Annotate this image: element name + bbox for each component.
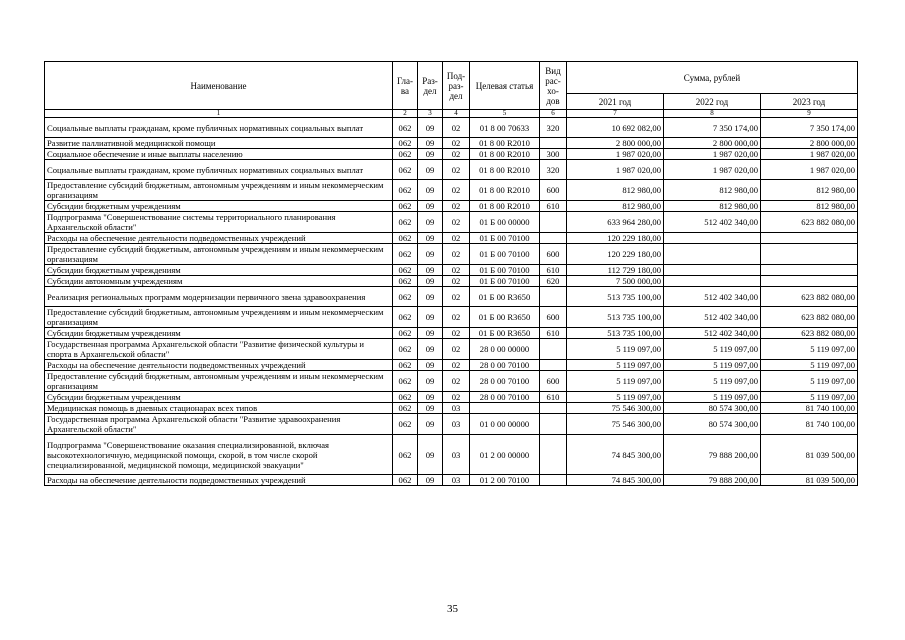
row-name: Социальные выплаты гражданам, кроме публичных нормативных социальных выплат <box>45 118 393 138</box>
row-glava: 062 <box>393 149 418 160</box>
row-sum-2022 <box>664 233 761 244</box>
row-sum-2021: 2 800 000,00 <box>567 138 664 149</box>
row-sum-2023: 5 119 097,00 <box>761 392 858 403</box>
row-glava: 062 <box>393 287 418 307</box>
row-sum-2023: 81 740 100,00 <box>761 403 858 414</box>
row-sum-2023 <box>761 244 858 265</box>
row-razdel: 09 <box>418 118 443 138</box>
row-podrazdel: 02 <box>443 180 470 201</box>
table-row <box>45 276 858 287</box>
row-podrazdel: 02 <box>443 138 470 149</box>
header-target: Целевая статья <box>470 62 540 110</box>
col-number: 6 <box>540 110 567 118</box>
row-sum-2022 <box>664 244 761 265</box>
row-name: Расходы на обеспечение деятельности подведомственных учреждений <box>45 475 393 486</box>
row-sum-2023: 81 039 500,00 <box>761 475 858 486</box>
row-sum-2021: 1 987 020,00 <box>567 160 664 180</box>
row-sum-2022: 1 987 020,00 <box>664 149 761 160</box>
row-razdel: 09 <box>418 392 443 403</box>
row-glava: 062 <box>393 138 418 149</box>
row-razdel: 09 <box>418 339 443 360</box>
row-razdel: 09 <box>418 287 443 307</box>
row-razdel: 09 <box>418 233 443 244</box>
col-number: 3 <box>418 110 443 118</box>
row-name: Субсидии бюджетным учреждениям <box>45 201 393 212</box>
row-sum-2021: 75 546 300,00 <box>567 403 664 414</box>
row-sum-2021: 5 119 097,00 <box>567 360 664 371</box>
col-number: 7 <box>567 110 664 118</box>
row-vid: 600 <box>540 307 567 328</box>
row-podrazdel: 02 <box>443 392 470 403</box>
row-target: 28 0 00 00000 <box>470 339 540 360</box>
row-razdel: 09 <box>418 371 443 392</box>
row-glava: 062 <box>393 475 418 486</box>
row-podrazdel: 03 <box>443 435 470 475</box>
row-sum-2023: 623 882 080,00 <box>761 287 858 307</box>
table-row <box>45 403 858 414</box>
row-sum-2023: 7 350 174,00 <box>761 118 858 138</box>
row-name: Субсидии бюджетным учреждениям <box>45 328 393 339</box>
row-razdel: 09 <box>418 160 443 180</box>
row-glava: 062 <box>393 180 418 201</box>
row-razdel: 09 <box>418 201 443 212</box>
row-razdel: 09 <box>418 212 443 233</box>
header-vid: Вид рас-хо-дов <box>540 62 567 110</box>
table-row <box>45 244 858 265</box>
row-sum-2022: 79 888 200,00 <box>664 435 761 475</box>
col-number: 4 <box>443 110 470 118</box>
row-target: 01 2 00 00000 <box>470 435 540 475</box>
row-glava: 062 <box>393 160 418 180</box>
table-row <box>45 392 858 403</box>
row-razdel: 09 <box>418 435 443 475</box>
row-sum-2021: 513 735 100,00 <box>567 287 664 307</box>
row-target: 01 Б 00 R3650 <box>470 307 540 328</box>
row-vid <box>540 138 567 149</box>
row-vid: 320 <box>540 160 567 180</box>
row-glava: 062 <box>393 328 418 339</box>
row-podrazdel: 03 <box>443 475 470 486</box>
row-razdel: 09 <box>418 328 443 339</box>
row-sum-2023: 5 119 097,00 <box>761 339 858 360</box>
row-sum-2023 <box>761 276 858 287</box>
row-sum-2021: 5 119 097,00 <box>567 392 664 403</box>
row-vid: 300 <box>540 149 567 160</box>
row-sum-2023: 1 987 020,00 <box>761 160 858 180</box>
row-glava: 062 <box>393 265 418 276</box>
header-year-2023: 2023 год <box>761 94 858 110</box>
row-sum-2022: 512 402 340,00 <box>664 287 761 307</box>
row-razdel: 09 <box>418 414 443 435</box>
row-sum-2022: 80 574 300,00 <box>664 414 761 435</box>
row-vid <box>540 475 567 486</box>
row-vid: 600 <box>540 371 567 392</box>
row-sum-2022 <box>664 276 761 287</box>
row-name: Предоставление субсидий бюджетным, автономным учреждениям и иным некоммерческим организациям <box>45 371 393 392</box>
row-glava: 062 <box>393 435 418 475</box>
row-vid: 610 <box>540 328 567 339</box>
row-glava: 062 <box>393 307 418 328</box>
row-name: Подпрограмма "Совершенствование оказания специализированной, включая высокотехнологичную, медицинской помощи, скорой, в том числе скорой специализированной, медицинской помощи, медицинской эвакуации" <box>45 435 393 475</box>
table-row <box>45 180 858 201</box>
row-name: Медицинская помощь в дневных стационарах всех типов <box>45 403 393 414</box>
row-vid: 600 <box>540 180 567 201</box>
row-podrazdel: 02 <box>443 118 470 138</box>
row-glava: 062 <box>393 276 418 287</box>
row-sum-2023: 623 882 080,00 <box>761 212 858 233</box>
row-name: Социальное обеспечение и иные выплаты населению <box>45 149 393 160</box>
header-year-2021: 2021 год <box>567 94 664 110</box>
table-row <box>45 287 858 307</box>
row-name: Подпрограмма "Совершенствование системы территориального планирования Архангельской области" <box>45 212 393 233</box>
row-podrazdel: 02 <box>443 307 470 328</box>
col-number: 5 <box>470 110 540 118</box>
row-sum-2021: 75 546 300,00 <box>567 414 664 435</box>
row-podrazdel: 02 <box>443 160 470 180</box>
row-name: Субсидии бюджетным учреждениям <box>45 392 393 403</box>
row-razdel: 09 <box>418 307 443 328</box>
row-sum-2022: 812 980,00 <box>664 201 761 212</box>
row-razdel: 09 <box>418 180 443 201</box>
table-row <box>45 233 858 244</box>
row-sum-2022: 512 402 340,00 <box>664 328 761 339</box>
col-number: 9 <box>761 110 858 118</box>
row-razdel: 09 <box>418 138 443 149</box>
row-podrazdel: 02 <box>443 328 470 339</box>
row-podrazdel: 02 <box>443 371 470 392</box>
row-target: 01 8 00 R2010 <box>470 201 540 212</box>
row-glava: 062 <box>393 414 418 435</box>
row-target: 01 Б 00 00000 <box>470 212 540 233</box>
row-name: Реализация региональных программ модернизации первичного звена здравоохранения <box>45 287 393 307</box>
row-sum-2022: 5 119 097,00 <box>664 339 761 360</box>
row-target: 01 8 00 R2010 <box>470 180 540 201</box>
row-target: 28 0 00 70100 <box>470 360 540 371</box>
row-sum-2021: 812 980,00 <box>567 180 664 201</box>
row-vid <box>540 414 567 435</box>
row-target: 01 Б 00 R3650 <box>470 328 540 339</box>
row-sum-2023: 812 980,00 <box>761 180 858 201</box>
row-sum-2021: 513 735 100,00 <box>567 328 664 339</box>
row-razdel: 09 <box>418 276 443 287</box>
row-target: 01 Б 00 70100 <box>470 233 540 244</box>
row-sum-2021: 5 119 097,00 <box>567 371 664 392</box>
row-sum-2023 <box>761 265 858 276</box>
row-target: 01 0 00 00000 <box>470 414 540 435</box>
row-razdel: 09 <box>418 265 443 276</box>
row-name: Субсидии автономным учреждениям <box>45 276 393 287</box>
row-vid <box>540 403 567 414</box>
row-sum-2021: 120 229 180,00 <box>567 233 664 244</box>
row-target: 28 0 00 70100 <box>470 371 540 392</box>
row-target: 01 8 00 R2010 <box>470 160 540 180</box>
col-number: 1 <box>45 110 393 118</box>
row-glava: 062 <box>393 360 418 371</box>
table-row <box>45 328 858 339</box>
header-glava: Гла-ва <box>393 62 418 110</box>
row-sum-2022: 512 402 340,00 <box>664 307 761 328</box>
row-vid: 610 <box>540 265 567 276</box>
row-glava: 062 <box>393 392 418 403</box>
row-name: Предоставление субсидий бюджетным, автономным учреждениям и иным некоммерческим организациям <box>45 307 393 328</box>
row-sum-2022: 5 119 097,00 <box>664 392 761 403</box>
row-sum-2021: 120 229 180,00 <box>567 244 664 265</box>
row-vid <box>540 233 567 244</box>
table-row <box>45 371 858 392</box>
table-row <box>45 339 858 360</box>
row-sum-2023: 2 800 000,00 <box>761 138 858 149</box>
row-sum-2021: 7 500 000,00 <box>567 276 664 287</box>
row-name: Предоставление субсидий бюджетным, автономным учреждениям и иным некоммерческим организациям <box>45 244 393 265</box>
table-row <box>45 160 858 180</box>
row-sum-2023: 81 039 500,00 <box>761 435 858 475</box>
row-name: Субсидии бюджетным учреждениям <box>45 265 393 276</box>
row-sum-2021: 812 980,00 <box>567 201 664 212</box>
row-podrazdel: 02 <box>443 339 470 360</box>
row-podrazdel: 02 <box>443 212 470 233</box>
row-target: 01 Б 00 R3650 <box>470 287 540 307</box>
table-row <box>45 149 858 160</box>
row-sum-2022: 512 402 340,00 <box>664 212 761 233</box>
row-sum-2021: 10 692 082,00 <box>567 118 664 138</box>
row-razdel: 09 <box>418 244 443 265</box>
table-row <box>45 138 858 149</box>
row-vid <box>540 287 567 307</box>
row-target: 28 0 00 70100 <box>470 392 540 403</box>
table-row <box>45 475 858 486</box>
row-sum-2023: 812 980,00 <box>761 201 858 212</box>
row-vid <box>540 339 567 360</box>
page-number: 35 <box>447 603 458 615</box>
row-target <box>470 403 540 414</box>
row-sum-2022: 5 119 097,00 <box>664 371 761 392</box>
table-row <box>45 212 858 233</box>
row-name: Государственная программа Архангельской области "Развитие здравоохранения Архангельской области" <box>45 414 393 435</box>
row-target: 01 Б 00 70100 <box>470 244 540 265</box>
row-podrazdel: 02 <box>443 233 470 244</box>
row-podrazdel: 02 <box>443 287 470 307</box>
row-sum-2021: 513 735 100,00 <box>567 307 664 328</box>
row-razdel: 09 <box>418 475 443 486</box>
row-sum-2022: 5 119 097,00 <box>664 360 761 371</box>
row-podrazdel: 02 <box>443 149 470 160</box>
row-sum-2022: 2 800 000,00 <box>664 138 761 149</box>
row-name: Расходы на обеспечение деятельности подведомственных учреждений <box>45 360 393 371</box>
table-row <box>45 265 858 276</box>
row-vid: 320 <box>540 118 567 138</box>
table-row <box>45 307 858 328</box>
row-target: 01 8 00 R2010 <box>470 138 540 149</box>
row-target: 01 8 00 R2010 <box>470 149 540 160</box>
row-vid <box>540 360 567 371</box>
table-row <box>45 414 858 435</box>
row-sum-2021: 633 964 280,00 <box>567 212 664 233</box>
row-sum-2023: 623 882 080,00 <box>761 307 858 328</box>
header-podrazdel: Под-раз-дел <box>443 62 470 110</box>
row-podrazdel: 03 <box>443 414 470 435</box>
row-name: Государственная программа Архангельской области "Развитие физической культуры и спорта в Архангельской области" <box>45 339 393 360</box>
row-podrazdel: 02 <box>443 276 470 287</box>
row-glava: 062 <box>393 339 418 360</box>
table-row <box>45 435 858 475</box>
row-glava: 062 <box>393 403 418 414</box>
row-glava: 062 <box>393 118 418 138</box>
header-sum: Сумма, рублей <box>567 62 858 94</box>
header-razdel: Раз-дел <box>418 62 443 110</box>
row-sum-2021: 112 729 180,00 <box>567 265 664 276</box>
row-glava: 062 <box>393 371 418 392</box>
row-podrazdel: 03 <box>443 403 470 414</box>
row-razdel: 09 <box>418 149 443 160</box>
row-sum-2021: 74 845 300,00 <box>567 435 664 475</box>
row-podrazdel: 02 <box>443 360 470 371</box>
row-vid: 600 <box>540 244 567 265</box>
row-sum-2023: 1 987 020,00 <box>761 149 858 160</box>
budget-table <box>44 61 858 486</box>
row-sum-2022: 812 980,00 <box>664 180 761 201</box>
row-razdel: 09 <box>418 403 443 414</box>
row-name: Предоставление субсидий бюджетным, автономным учреждениям и иным некоммерческим организациям <box>45 180 393 201</box>
row-sum-2023: 5 119 097,00 <box>761 371 858 392</box>
header-name: Наименование <box>45 62 393 110</box>
row-sum-2022: 7 350 174,00 <box>664 118 761 138</box>
row-sum-2023: 5 119 097,00 <box>761 360 858 371</box>
col-number: 8 <box>664 110 761 118</box>
row-glava: 062 <box>393 244 418 265</box>
row-sum-2022: 79 888 200,00 <box>664 475 761 486</box>
row-podrazdel: 02 <box>443 244 470 265</box>
row-sum-2022: 1 987 020,00 <box>664 160 761 180</box>
col-number: 2 <box>393 110 418 118</box>
table-row <box>45 201 858 212</box>
row-vid: 610 <box>540 201 567 212</box>
row-name: Социальные выплаты гражданам, кроме публичных нормативных социальных выплат <box>45 160 393 180</box>
row-vid: 620 <box>540 276 567 287</box>
row-sum-2023: 81 740 100,00 <box>761 414 858 435</box>
row-target: 01 2 00 70100 <box>470 475 540 486</box>
row-sum-2021: 74 845 300,00 <box>567 475 664 486</box>
row-glava: 062 <box>393 212 418 233</box>
row-glava: 062 <box>393 201 418 212</box>
row-sum-2021: 1 987 020,00 <box>567 149 664 160</box>
row-sum-2022: 80 574 300,00 <box>664 403 761 414</box>
header-year-2022: 2022 год <box>664 94 761 110</box>
table-row <box>45 360 858 371</box>
row-sum-2021: 5 119 097,00 <box>567 339 664 360</box>
row-sum-2023: 623 882 080,00 <box>761 328 858 339</box>
row-glava: 062 <box>393 233 418 244</box>
row-name: Развитие паллиативной медицинской помощи <box>45 138 393 149</box>
row-vid <box>540 212 567 233</box>
row-podrazdel: 02 <box>443 265 470 276</box>
row-sum-2022 <box>664 265 761 276</box>
row-name: Расходы на обеспечение деятельности подведомственных учреждений <box>45 233 393 244</box>
row-vid <box>540 435 567 475</box>
row-target: 01 Б 00 70100 <box>470 265 540 276</box>
row-sum-2023 <box>761 233 858 244</box>
row-target: 01 Б 00 70100 <box>470 276 540 287</box>
row-vid: 610 <box>540 392 567 403</box>
row-target: 01 8 00 70633 <box>470 118 540 138</box>
table-row <box>45 118 858 138</box>
row-razdel: 09 <box>418 360 443 371</box>
row-podrazdel: 02 <box>443 201 470 212</box>
